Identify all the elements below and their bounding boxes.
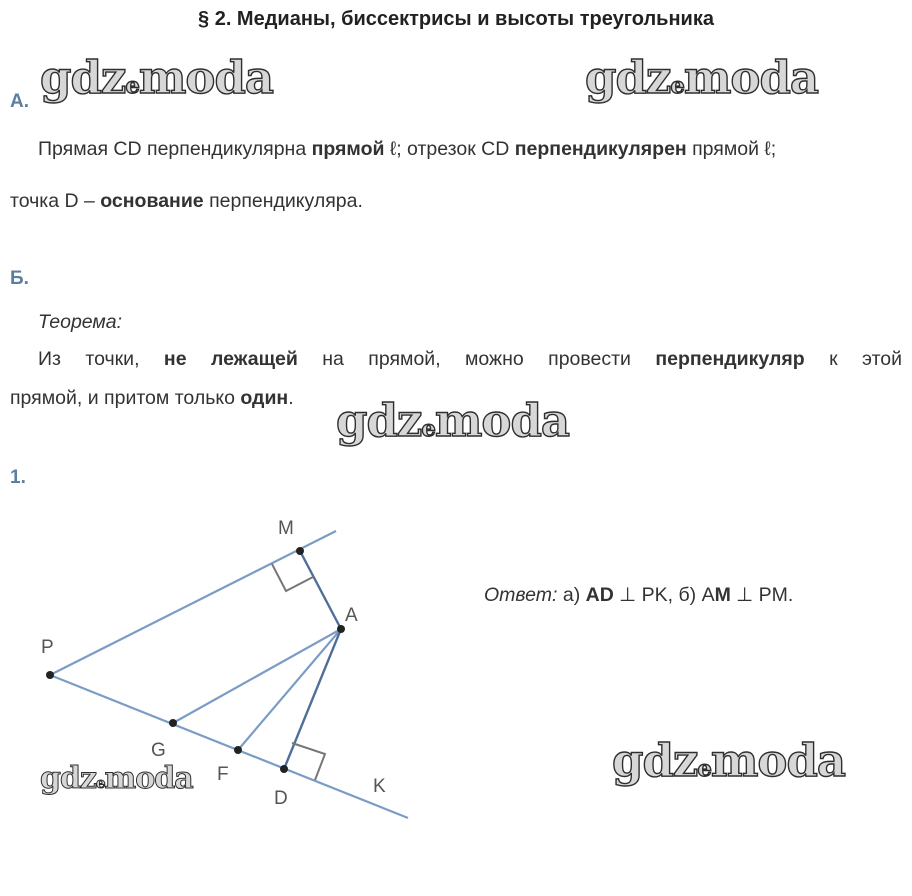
line-pk bbox=[50, 675, 408, 818]
watermark-left: gdz bbox=[40, 761, 96, 796]
bold-text: основание bbox=[100, 190, 204, 212]
watermark-dot: e bbox=[96, 774, 105, 792]
label-d: D bbox=[274, 788, 288, 809]
line-pm bbox=[50, 531, 336, 675]
label-k: K bbox=[373, 776, 386, 797]
text: ⊥ PK, б) A bbox=[613, 584, 715, 606]
watermark-left: gdz bbox=[40, 51, 126, 104]
text: ⊥ PM. bbox=[730, 584, 794, 606]
text: перпендикуляра. bbox=[203, 190, 363, 212]
watermark-dot: e bbox=[421, 416, 435, 442]
point-g bbox=[169, 719, 177, 727]
text: прямой ℓ; bbox=[686, 138, 777, 160]
watermark-dot: e bbox=[697, 756, 711, 782]
watermark-right: moda bbox=[710, 734, 846, 787]
text: а) bbox=[562, 584, 586, 606]
point-a bbox=[337, 625, 345, 633]
text: Прямая CD перпендикулярна bbox=[38, 138, 312, 160]
text: прямой, и притом только bbox=[10, 387, 241, 409]
section-1-label: 1. bbox=[10, 467, 26, 488]
watermark-right: moda bbox=[434, 394, 570, 447]
watermark-dot: e bbox=[125, 73, 139, 99]
watermark-left: gdz bbox=[336, 394, 422, 447]
point-m bbox=[296, 547, 304, 555]
label-a: A bbox=[345, 605, 358, 626]
segment-am bbox=[300, 551, 341, 629]
bold-text: AD bbox=[585, 584, 614, 606]
text: к этой bbox=[804, 348, 903, 370]
point-f bbox=[234, 746, 242, 754]
text: ℓ; отрезок CD bbox=[384, 138, 515, 160]
section-a-label: А. bbox=[10, 91, 29, 112]
point-d bbox=[280, 765, 288, 773]
point-p bbox=[46, 671, 54, 679]
text: точка D – bbox=[10, 190, 101, 212]
watermark-right: moda bbox=[138, 51, 274, 104]
watermark-right: moda bbox=[683, 51, 819, 104]
segment-ag bbox=[173, 629, 341, 723]
theorem-label: Теорема: bbox=[38, 311, 123, 333]
page-title: § 2. Медианы, биссектрисы и высоты треугольника bbox=[198, 8, 714, 30]
label-f: F bbox=[217, 764, 229, 785]
watermark-dot: e bbox=[670, 73, 684, 99]
label-m: M bbox=[278, 518, 294, 539]
bold-text: M bbox=[714, 584, 731, 606]
bold-text: не лежащей bbox=[163, 348, 298, 370]
bold-text: один bbox=[240, 387, 289, 409]
bold-text: перпендикуляр bbox=[655, 348, 805, 370]
text: Из точки, bbox=[38, 348, 164, 370]
answer-label: Ответ: bbox=[484, 584, 558, 606]
bold-text: прямой bbox=[311, 138, 385, 160]
label-g: G bbox=[151, 740, 166, 761]
watermark-left: gdz bbox=[585, 51, 671, 104]
right-angle-m bbox=[272, 564, 313, 591]
text: на прямой, можно провести bbox=[297, 348, 656, 370]
label-p: P bbox=[41, 637, 54, 658]
bold-text: перпендикулярен bbox=[514, 138, 687, 160]
watermark-left: gdz bbox=[612, 734, 698, 787]
segment-ad bbox=[284, 629, 341, 769]
text: . bbox=[288, 387, 294, 409]
watermark-right: moda bbox=[104, 761, 193, 796]
segment-af bbox=[238, 629, 341, 750]
section-b-label: Б. bbox=[10, 268, 29, 289]
